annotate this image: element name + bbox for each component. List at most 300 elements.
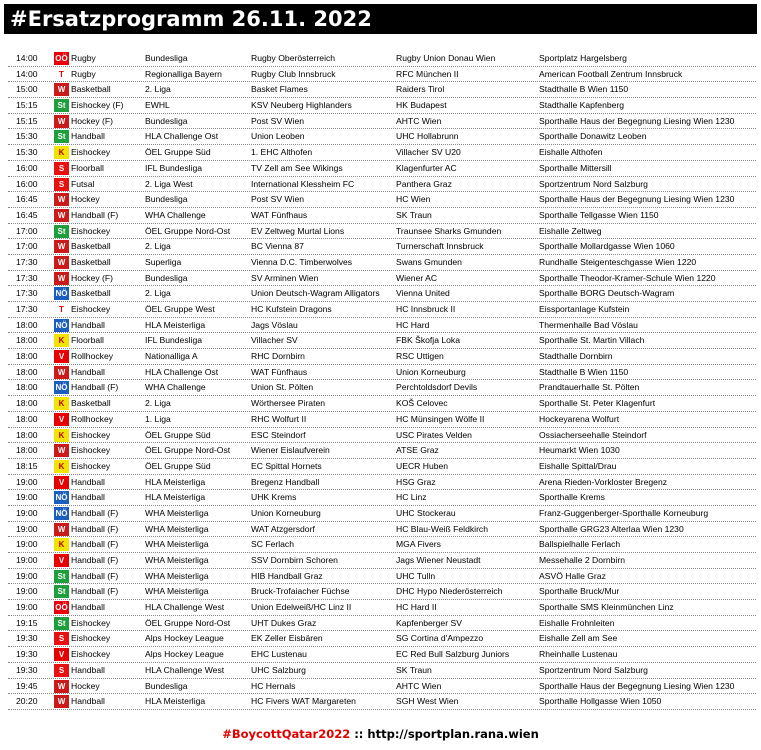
row-away-team: UECR Huben: [396, 460, 449, 471]
row-home-team: Union Edelweiß/HC Linz II: [251, 602, 352, 613]
row-time: 14:00: [16, 68, 38, 79]
row-time: 18:00: [16, 351, 38, 362]
row-home-team: Villacher SV: [251, 335, 298, 346]
table-row: [8, 145, 756, 161]
row-venue: Sporthalle Mollardgasse Wien 1060: [539, 241, 675, 252]
row-league: WHA Challenge: [145, 209, 206, 220]
region-badge: NÖ: [55, 320, 68, 330]
row-league: WHA Meisterliga: [145, 539, 209, 550]
row-league: HLA Meisterliga: [145, 492, 206, 503]
row-home-team: Bregenz Handball: [251, 476, 320, 487]
row-venue: Stadthalle B Wien 1150: [539, 84, 629, 95]
row-away-team: HC Hard: [396, 319, 430, 330]
region-badge: W: [54, 115, 69, 128]
table-row: [8, 396, 756, 412]
row-time: 19:00: [16, 507, 38, 518]
row-home-team: UHC Salzburg: [251, 664, 306, 675]
row-league: IFL Bundesliga: [145, 335, 203, 346]
row-time: 16:00: [16, 162, 38, 173]
row-league: Regionalliga Bayern: [145, 68, 222, 79]
row-venue: Sportzentrum Nord Salzburg: [539, 178, 648, 189]
row-league: Nationalliga A: [145, 351, 198, 362]
row-sport: Handball: [71, 319, 105, 330]
region-badge: T: [54, 303, 69, 316]
row-home-team: WAT Fünfhaus: [251, 366, 308, 377]
region-badge: St: [54, 570, 69, 583]
row-home-team: Rugby Oberösterreich: [251, 53, 336, 63]
row-sport: Futsal: [71, 178, 95, 189]
row-league: WHA Meisterliga: [145, 570, 209, 581]
table-row: [8, 333, 756, 349]
row-league: HLA Challenge Ost: [145, 366, 219, 377]
region-badge: W: [54, 83, 69, 96]
row-home-team: BC Vienna 87: [251, 241, 304, 252]
table-row: [8, 271, 756, 287]
region-badge: V: [54, 350, 69, 363]
row-home-team: EC Spittal Hornets: [251, 460, 322, 471]
region-badge: S: [54, 162, 69, 175]
row-home-team: SSV Dornbirn Schoren: [251, 555, 338, 565]
table-row: [8, 239, 756, 255]
row-away-team: Jags Wiener Neustadt: [396, 555, 481, 565]
row-home-team: EHC Lustenau: [251, 649, 307, 660]
row-time: 18:15: [16, 460, 38, 471]
row-time: 15:00: [16, 84, 38, 95]
region-badge: St: [54, 617, 69, 630]
row-home-team: EV Zeltweg Murtal Lions: [251, 225, 345, 236]
row-league: HLA Meisterliga: [145, 696, 206, 707]
row-league: Bundesliga: [145, 272, 188, 283]
table-row: [8, 224, 756, 240]
table-row: [8, 631, 756, 647]
row-sport: Handball (F): [71, 507, 119, 518]
row-time: 19:15: [16, 617, 38, 628]
row-venue: Sporthalle Mittersill: [539, 162, 612, 173]
row-home-team: Union Deutsch-Wagram Alligators: [251, 288, 380, 299]
row-away-team: HC Münsingen Wölfe II: [396, 413, 485, 424]
row-away-team: SGH West Wien: [396, 696, 459, 707]
row-venue: Sporthalle Krems: [539, 492, 605, 503]
region-badge: K: [54, 538, 69, 551]
row-time: 17:30: [16, 272, 38, 283]
row-home-team: WAT Fünfhaus: [251, 209, 308, 220]
row-sport: Handball: [71, 131, 105, 142]
table-row: [8, 569, 756, 585]
row-home-team: RHC Wolfurt II: [251, 413, 307, 424]
row-home-team: UHT Dukes Graz: [251, 617, 317, 628]
footer: [0, 727, 761, 741]
table-row: [8, 663, 756, 679]
row-away-team: UHC Stockerau: [396, 507, 456, 518]
row-league: 2. Liga West: [145, 178, 193, 189]
row-sport: Rollhockey: [71, 413, 114, 424]
row-time: 17:30: [16, 256, 38, 267]
row-league: 2. Liga: [145, 241, 171, 252]
region-badge: W: [54, 680, 69, 693]
region-badge: W: [54, 523, 69, 536]
table-row: [8, 459, 756, 475]
row-league: HLA Challenge West: [145, 602, 225, 613]
row-home-team: Wiener Eislaufverein: [251, 445, 330, 456]
row-time: 19:45: [16, 680, 38, 691]
table-row: [8, 318, 756, 334]
row-league: 2. Liga: [145, 288, 171, 299]
row-league: Bundesliga: [145, 53, 188, 63]
row-venue: Sporthalle Haus der Begegnung Liesing Wien 1230: [539, 194, 735, 205]
row-away-team: AHTC Wien: [396, 680, 442, 691]
row-home-team: Union Korneuburg: [251, 507, 321, 518]
row-venue: Sporthalle Haus der Begegnung Liesing Wien 1230: [539, 680, 735, 691]
row-home-team: ESC Steindorf: [251, 429, 306, 440]
row-league: HLA Meisterliga: [145, 319, 206, 330]
row-away-team: Rugby Union Donau Wien: [396, 53, 496, 63]
row-league: WHA Meisterliga: [145, 555, 209, 565]
region-badge: W: [54, 695, 69, 708]
row-home-team: HC Kufstein Dragons: [251, 304, 332, 314]
region-badge: K: [54, 146, 69, 159]
row-venue: Thermenhalle Bad Vöslau: [539, 319, 638, 330]
row-sport: Handball (F): [71, 523, 119, 534]
row-time: 15:30: [16, 147, 38, 158]
row-sport: Basketball: [71, 84, 111, 95]
row-sport: Eishockey (F): [71, 100, 124, 111]
table-row: [8, 616, 756, 632]
row-away-team: Kapfenberger SV: [396, 617, 462, 628]
row-time: 17:00: [16, 241, 38, 252]
row-venue: Sporthalle GRG23 Alterlaa Wien 1230: [539, 523, 684, 534]
row-away-team: Panthera Graz: [396, 178, 452, 189]
table-row: [8, 129, 756, 145]
row-sport: Handball (F): [71, 586, 119, 597]
row-away-team: HC Blau-Weiß Feldkirch: [396, 523, 489, 534]
row-sport: Handball: [71, 366, 105, 377]
row-venue: Eishalle Zell am See: [539, 633, 618, 644]
row-league: 2. Liga: [145, 398, 171, 409]
row-time: 16:45: [16, 209, 38, 220]
region-badge: K: [54, 460, 69, 473]
footer-url[interactable]: http://sportplan.rana.wien: [367, 727, 539, 741]
table-row: [8, 647, 756, 663]
region-badge: OÖ: [55, 54, 68, 63]
row-league: HLA Challenge West: [145, 664, 225, 675]
table-row: [8, 553, 756, 569]
row-sport: Rugby: [71, 68, 96, 79]
row-home-team: EK Zeller Eisbären: [251, 633, 323, 644]
row-away-team: Villacher SV U20: [396, 147, 461, 158]
row-venue: ASVÖ Halle Graz: [539, 570, 606, 581]
row-time: 17:00: [16, 225, 38, 236]
row-time: 19:00: [16, 476, 38, 487]
row-venue: Sporthalle St. Peter Klagenfurt: [539, 398, 656, 409]
row-league: ÖEL Gruppe Nord-Ost: [145, 445, 231, 456]
row-time: 19:00: [16, 539, 38, 550]
row-league: Superliga: [145, 256, 182, 267]
row-away-team: RSC Uttigen: [396, 351, 444, 362]
table-row: [8, 161, 756, 177]
row-venue: Stadthalle Kapfenberg: [539, 100, 625, 111]
region-badge: K: [54, 397, 69, 410]
row-sport: Floorball: [71, 335, 104, 346]
row-league: Bundesliga: [145, 680, 188, 691]
row-venue: Messehalle 2 Dornbirn: [539, 555, 625, 565]
row-away-team: USC Pirates Velden: [396, 429, 472, 440]
region-badge: T: [54, 68, 69, 81]
row-away-team: HC Innsbruck II: [396, 304, 456, 314]
row-sport: Eishockey: [71, 225, 111, 236]
row-venue: Ballspielhalle Ferlach: [539, 539, 621, 550]
region-badge: S: [54, 664, 69, 677]
row-away-team: HK Budapest: [396, 100, 447, 111]
row-venue: Sporthalle Haus der Begegnung Liesing Wien 1230: [539, 115, 735, 126]
row-sport: Hockey: [71, 194, 100, 205]
table-row: [8, 67, 756, 83]
row-venue: Sporthalle St. Martin Villach: [539, 335, 645, 346]
row-venue: Arena Rieden-Vorkloster Bregenz: [539, 476, 668, 487]
row-time: 19:00: [16, 555, 38, 565]
row-time: 19:00: [16, 523, 38, 534]
row-away-team: RFC München II: [396, 68, 459, 79]
page-title: #Ersatzprogramm 26.11. 2022: [4, 4, 757, 34]
row-league: HLA Challenge Ost: [145, 131, 219, 142]
region-badge: S: [54, 178, 69, 191]
table-row: [8, 286, 756, 302]
row-sport: Handball: [71, 602, 105, 613]
row-time: 18:00: [16, 335, 38, 346]
row-time: 18:00: [16, 445, 38, 456]
row-time: 19:30: [16, 649, 38, 660]
row-league: 1. Liga: [145, 413, 171, 424]
row-time: 19:30: [16, 633, 38, 644]
row-venue: Sportzentrum Nord Salzburg: [539, 664, 648, 675]
row-venue: American Football Zentrum Innsbruck: [539, 68, 683, 79]
schedule-table: [8, 51, 756, 710]
region-badge: St: [54, 225, 69, 238]
region-badge: OÖ: [55, 603, 68, 613]
table-row: [8, 679, 756, 695]
row-home-team: Basket Flames: [251, 84, 308, 95]
table-row: [8, 51, 756, 67]
row-time: 19:00: [16, 586, 38, 597]
row-league: Bundesliga: [145, 115, 188, 126]
row-league: EWHL: [145, 100, 170, 111]
table-row: [8, 380, 756, 396]
row-venue: Heumarkt Wien 1030: [539, 445, 620, 456]
row-league: ÖEL Gruppe Nord-Ost: [145, 225, 231, 236]
row-time: 19:00: [16, 570, 38, 581]
row-sport: Eishockey: [71, 429, 111, 440]
table-row: [8, 349, 756, 365]
row-home-team: HC Fivers WAT Margareten: [251, 696, 356, 707]
region-badge: W: [54, 366, 69, 379]
region-badge: W: [54, 272, 69, 285]
row-venue: Sporthalle Donawitz Leoben: [539, 131, 647, 142]
row-venue: Sporthalle Hollgasse Wien 1050: [539, 696, 662, 707]
row-league: WHA Meisterliga: [145, 523, 209, 534]
row-home-team: HC Hernals: [251, 680, 296, 691]
row-time: 18:00: [16, 382, 38, 393]
row-away-team: HC Hard II: [396, 602, 437, 613]
row-time: 18:00: [16, 319, 38, 330]
row-away-team: Raiders Tirol: [396, 84, 445, 95]
region-badge: K: [54, 334, 69, 347]
region-badge: K: [54, 429, 69, 442]
row-home-team: TV Zell am See Wikings: [251, 162, 343, 173]
table-row: [8, 522, 756, 538]
footer-separator: ::: [350, 727, 368, 741]
table-row: [8, 694, 756, 710]
row-away-team: SK Traun: [396, 664, 432, 675]
row-time: 20:20: [16, 696, 38, 707]
row-away-team: Klagenfurter AC: [396, 162, 457, 173]
row-sport: Hockey (F): [71, 115, 114, 126]
row-time: 18:00: [16, 366, 38, 377]
region-badge: W: [54, 193, 69, 206]
region-badge: V: [54, 476, 69, 489]
row-away-team: Swans Gmunden: [396, 256, 462, 267]
row-venue: Stadthalle Dornbirn: [539, 351, 613, 362]
row-home-team: Jags Vöslau: [251, 319, 298, 330]
table-row: [8, 537, 756, 553]
row-sport: Eishockey: [71, 304, 111, 314]
row-venue: Prandtauerhalle St. Pölten: [539, 382, 640, 393]
row-league: 2. Liga: [145, 84, 171, 95]
row-home-team: Union Leoben: [251, 131, 305, 142]
row-away-team: MGA Fivers: [396, 539, 441, 550]
row-away-team: SK Traun: [396, 209, 432, 220]
region-badge: St: [54, 99, 69, 112]
row-league: ÖEL Gruppe West: [145, 304, 215, 314]
row-sport: Eishockey: [71, 617, 111, 628]
row-home-team: KSV Neuberg Highlanders: [251, 100, 352, 111]
region-badge: NÖ: [55, 508, 68, 518]
row-venue: Eissportanlage Kufstein: [539, 304, 630, 314]
row-venue: Ossiacherseehalle Steindorf: [539, 429, 647, 440]
row-league: Bundesliga: [145, 194, 188, 205]
row-away-team: FBK Škofja Loka: [396, 335, 461, 346]
row-sport: Handball: [71, 492, 105, 503]
table-row: [8, 490, 756, 506]
row-sport: Eishockey: [71, 460, 111, 471]
row-sport: Basketball: [71, 256, 111, 267]
row-away-team: Union Korneuburg: [396, 366, 466, 377]
row-away-team: DHC Hypo Niederösterreich: [396, 586, 503, 597]
table-row: [8, 82, 756, 98]
row-league: ÖEL Gruppe Nord-Ost: [145, 617, 231, 628]
row-away-team: Perchtoldsdorf Devils: [396, 382, 478, 393]
row-home-team: 1. EHC Althofen: [251, 147, 313, 158]
footer-hashtag: #BoycottQatar2022: [222, 727, 351, 741]
row-away-team: Vienna United: [396, 288, 450, 299]
table-row: [8, 302, 756, 318]
row-away-team: SG Cortina d'Ampezzo: [396, 633, 484, 644]
row-away-team: Turnerschaft Innsbruck: [396, 241, 484, 252]
row-away-team: KOŠ Celovec: [396, 398, 448, 409]
row-home-team: Union St. Pölten: [251, 382, 314, 393]
row-sport: Floorball: [71, 162, 104, 173]
row-time: 18:00: [16, 398, 38, 409]
row-time: 19:30: [16, 664, 38, 675]
table-row: [8, 208, 756, 224]
row-home-team: SC Ferlach: [251, 539, 294, 550]
table-row: [8, 192, 756, 208]
row-time: 17:30: [16, 304, 38, 314]
row-venue: Stadthalle B Wien 1150: [539, 366, 629, 377]
row-sport: Eishockey: [71, 147, 111, 158]
row-league: ÖEL Gruppe Süd: [145, 460, 211, 471]
row-time: 15:30: [16, 131, 38, 142]
row-league: ÖEL Gruppe Süd: [145, 429, 211, 440]
row-league: WHA Meisterliga: [145, 586, 209, 597]
table-row: [8, 443, 756, 459]
row-away-team: Traunsee Sharks Gmunden: [396, 225, 502, 236]
row-league: WHA Meisterliga: [145, 507, 209, 518]
row-home-team: HIB Handball Graz: [251, 570, 323, 581]
region-badge: W: [54, 444, 69, 457]
table-row: [8, 255, 756, 271]
row-sport: Handball (F): [71, 382, 119, 393]
row-away-team: AHTC Wien: [396, 115, 442, 126]
region-badge: S: [54, 632, 69, 645]
row-time: 15:15: [16, 115, 38, 126]
row-sport: Rugby: [71, 53, 96, 63]
row-venue: Sporthalle BORG Deutsch-Wagram: [539, 288, 675, 299]
row-venue: Sporthalle SMS Kleinmünchen Linz: [539, 602, 674, 613]
region-badge: NÖ: [55, 289, 68, 299]
table-row: [8, 428, 756, 444]
row-away-team: Wiener AC: [396, 272, 438, 283]
row-time: 19:00: [16, 492, 38, 503]
region-badge: NÖ: [55, 383, 68, 393]
region-badge: St: [54, 585, 69, 598]
row-sport: Eishockey: [71, 633, 111, 644]
region-badge: V: [54, 648, 69, 661]
row-time: 17:30: [16, 288, 38, 299]
row-home-team: RHC Dornbirn: [251, 351, 305, 362]
row-sport: Rollhockey: [71, 351, 114, 362]
row-venue: Rundhalle Steigenteschgasse Wien 1220: [539, 256, 697, 267]
row-home-team: UHK Krems: [251, 492, 297, 503]
row-sport: Basketball: [71, 288, 111, 299]
row-sport: Eishockey: [71, 445, 111, 456]
row-home-team: Bruck-Trofaiacher Füchse: [251, 586, 350, 597]
row-away-team: HC Wien: [396, 194, 431, 205]
row-sport: Basketball: [71, 241, 111, 252]
row-home-team: Vienna D.C. Timberwolves: [251, 256, 353, 267]
row-venue: Rheinhalle Lustenau: [539, 649, 618, 660]
row-venue: Eishalle Frohnleiten: [539, 617, 615, 628]
row-time: 19:00: [16, 602, 38, 613]
row-league: ÖEL Gruppe Süd: [145, 147, 211, 158]
row-time: 15:15: [16, 100, 38, 111]
row-venue: Sportplatz Hargelsberg: [539, 53, 627, 63]
row-league: IFL Bundesliga: [145, 162, 203, 173]
row-venue: Hockeyarena Wolfurt: [539, 413, 620, 424]
row-league: WHA Challenge: [145, 382, 206, 393]
row-home-team: Post SV Wien: [251, 194, 305, 205]
row-sport: Handball (F): [71, 539, 119, 550]
table-row: [8, 177, 756, 193]
row-time: 16:00: [16, 178, 38, 189]
row-sport: Eishockey: [71, 649, 111, 660]
row-time: 18:00: [16, 429, 38, 440]
row-time: 18:00: [16, 413, 38, 424]
table-row: [8, 584, 756, 600]
row-home-team: Wörthersee Piraten: [251, 398, 326, 409]
row-sport: Basketball: [71, 398, 111, 409]
table-row: [8, 114, 756, 130]
row-sport: Handball (F): [71, 570, 119, 581]
row-venue: Eishalle Althofen: [539, 147, 603, 158]
